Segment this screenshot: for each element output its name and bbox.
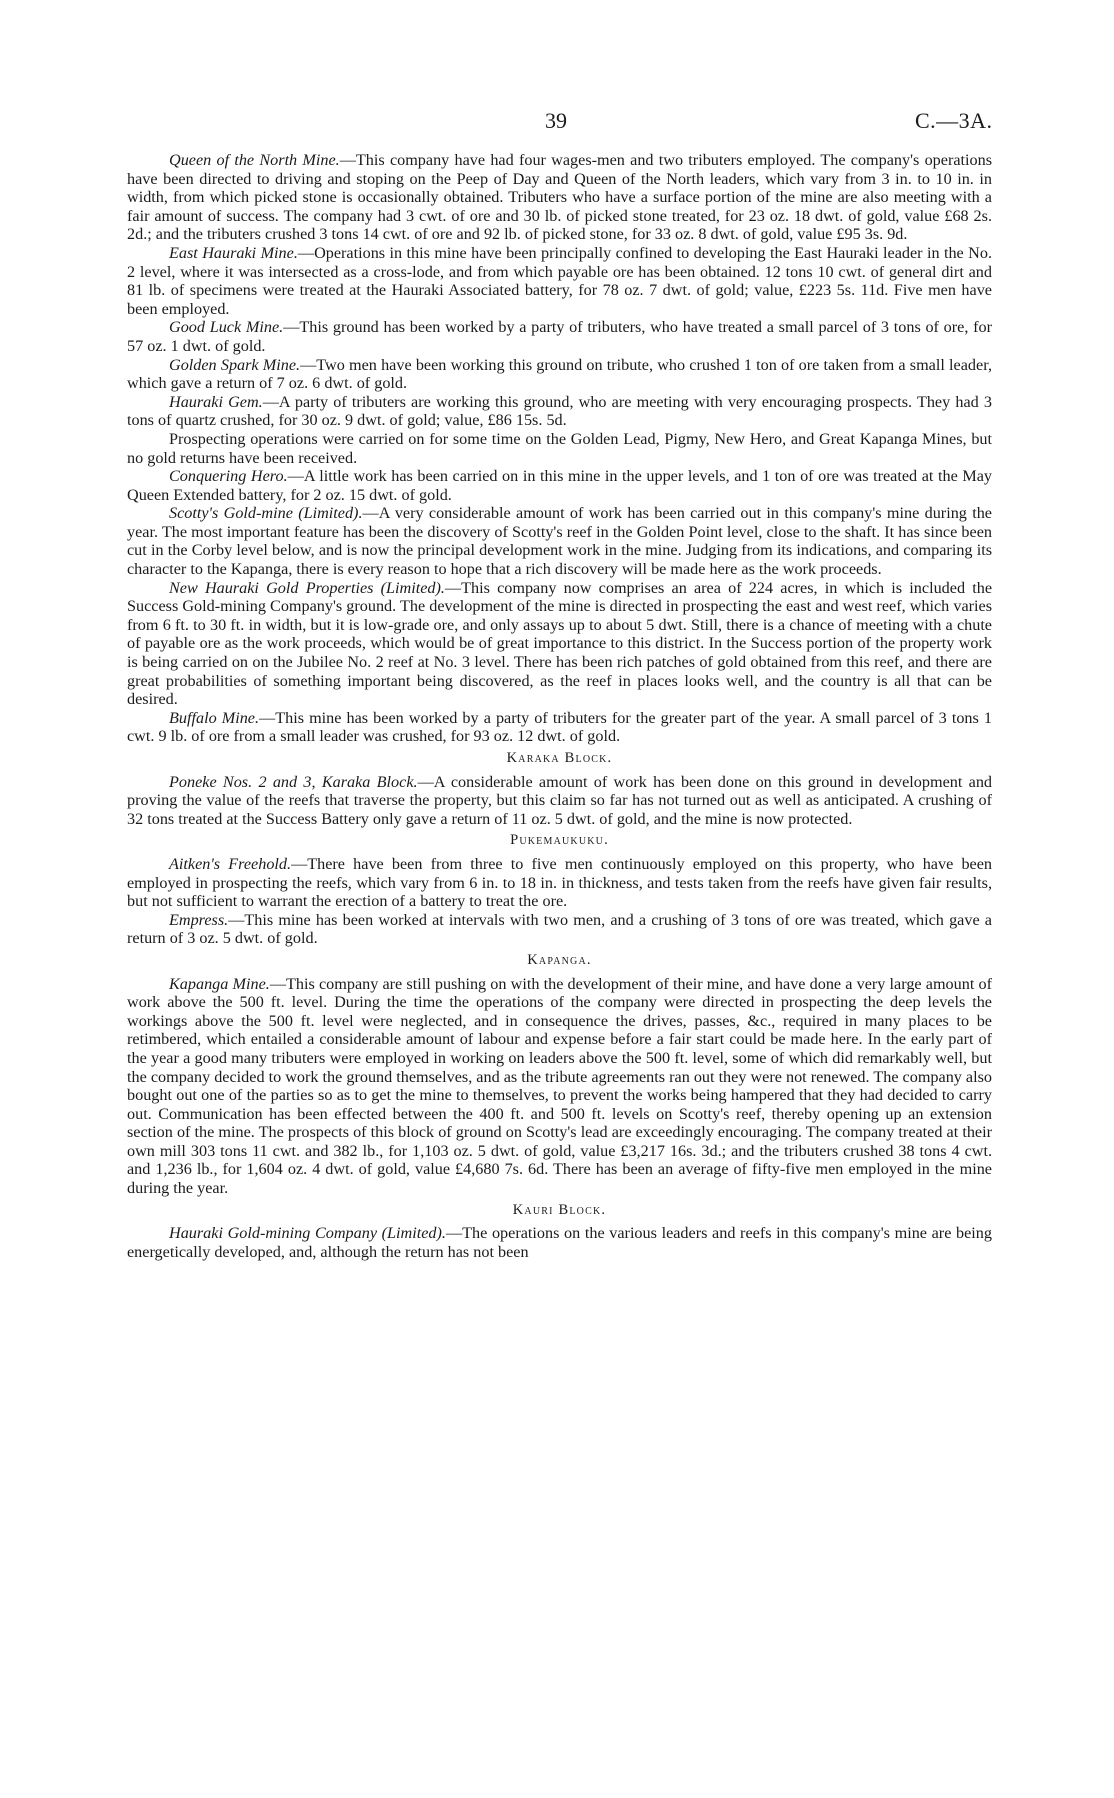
paragraph-title: Hauraki Gold-mining Company (Limited). [169,1224,446,1243]
paragraph-title: Good Luck Mine. [169,318,284,337]
paragraph-title: New Hauraki Gold Properties (Limited). [169,578,445,597]
paragraph-text: —This company have had four wages-men and two tributers employed. The company's operations have been directed to driving and stoping on the Peep of Day and Queen of the North leaders, which vary from 3 in. to 10 in. in width, from which picked stone is occasionally obtained. Tributers who have a surface portion of the mine are also meeting with a fair amount of success. The company had 3 cwt. of ore and 30 lb. of picked stone treated, for 23 oz. 18 dwt. of gold, value £68 2s. 2d.; and the tributers crushed 3 tons 14 cwt. of ore and 92 lb. of picked stone, for 33 oz. 8 dwt. of gold, value £95 3s. 9d. [127,151,993,244]
paragraph-east-hauraki [127,244,992,318]
paragraph-queen-of-the-north [127,151,992,244]
paragraph-title: Golden Spark Mine. [169,355,301,374]
paragraph-prospecting-operations [127,430,992,467]
paragraph-title: Empress. [169,910,229,929]
paragraph-hauraki-gem [127,393,992,430]
paragraph-text: —There have been from three to five men continuously employed on this property, who have been employed in prospecting the reefs, which vary from 6 in. to 18 in. in thickness, and tests taken from the reefs have given fair results, but not sufficient to warrant the erection of a battery to treat the ore. [127,854,992,911]
paragraph-conquering-hero [127,467,992,504]
section-heading-kapanga: Kapanga. [527,951,592,968]
paragraph-title: East Hauraki Mine. [169,243,298,262]
paragraph-text: Prospecting operations were carried on for some time on the Golden Lead, Pigmy, New Hero, and Great Kapanga Mines, but no gold returns have been received. [127,429,992,467]
paragraph-text: —A little work has been carried on in this mine in the upper levels, and 1 ton of ore was treated at the May Queen Extended battery, for 2 oz. 15 dwt. of gold. [127,467,992,504]
section-heading-karaka-block: Karaka Block. [506,750,613,766]
paragraph-title: Queen of the North Mine. [169,151,340,169]
paragraph-scottys-gold-mine [127,504,992,578]
paragraph-text: —This company are still pushing on with the development of their mine, and have done a very large amount of work above the 500 ft. level. During the time the operations of the company were directed in prospecting the deep levels the workings above the 500 ft. level were neglected, and in consequence the drives, passes, &c., required in many places to be retimbered, which entailed a considerable amount of labour and expense before a fair start could be made here. In the early part of the year a good many tributers were employed in working on leaders above the 500 ft. level, some of which did remarkably well, but the company decided to work the ground themselves, and as the tribute agreements ran out they were not renewed. The company also bought out one of the parties so as to get the mine to themselves, to prevent the works being hampered that they had decided to carry out. Communication has been effected between the 400 ft. and 500 ft. levels on Scotty's reef, thereby opening up an extension section of the mine. The prospects of this block of ground on Scotty's lead are exceedingly encouraging. The company treated at their own mill 303 tons 11 cwt. and 382 lb., for 1,103 oz. 5 dwt. of gold, value £3,217 16s. 3d.; and the tributers crushed 38 tons 4 cwt. and 1,236 lb., for 1,604 oz. 4 dwt. of gold, value £4,680 7s. 6d. There has been an average of fifty-five men employed in the mine during the year. [127,974,993,1198]
paragraph-text: —Operations in this mine have been principally confined to developing the East Hauraki leader in the No. 2 level, where it was intersected as a cross-lode, and from which payable ore has been obtained. 12 tons 10 cwt. of general dirt and 81 lb. of specimens were treated at the Hauraki Associated battery, for 78 oz. 7 dwt. of gold; value, £223 5s. 11d. Five men have been employed. [127,243,992,318]
paragraph-text: —A very considerable amount of work has been carried out in this company's mine during the year. The most important feature has been the discovery of Scotty's reef in the Golden Point level, close to the shaft. It has since been cut in the Corby level below, and is now the principal development work in the mine. Judging from its indications, and comparing its character to the Kapanga, there is every reason to hope that a rich discovery will be made here as the work proceeds. [127,504,992,579]
paragraph-buffalo [127,709,992,746]
page-number: 39 [545,108,567,133]
section-heading-kauri-block: Kauri Block. [512,1201,607,1218]
paragraph-text: —A party of tributers are working this ground, who are meeting with very encouraging prospects. They had 3 tons of quartz crushed, for 30 oz. 9 dwt. of gold; value, £86 15s. 5d. [127,392,992,430]
paragraph-new-hauraki [127,579,992,709]
paragraph-poneke [127,773,992,829]
body-text [127,151,992,1261]
paragraph-aitkens-freehold [127,855,992,911]
paragraph-kapanga-mine [127,975,992,1198]
paragraph-golden-spark [127,356,992,393]
paragraph-title: Buffalo Mine. [169,708,260,727]
paragraph-text: —Two men have been working this ground on tribute, who crushed 1 ton of ore taken from a small leader, which gave a return of 7 oz. 6 dwt. of gold. [127,355,992,393]
paragraph-title: Kapanga Mine. [169,974,270,993]
paragraph-title: Aitken's Freehold. [169,854,292,873]
paragraph-empress [127,911,992,948]
paragraph-title: Conquering Hero. [169,467,288,486]
paragraph-text: —This company now comprises an area of 224 acres, in which is included the Success Gold-mining Company's ground. The development of the mine is directed in prospecting the east and west reef, which varies from 6 ft. to 30 ft. in width, but it is low-grade ore, and only assays up to about 5 dwt. Still, there is a chance of meeting with a chute of payable ore as the work proceeds, which would be of great importance to this district. In the Success portion of the property work is being carried on on the Jubilee No. 2 reef at No. 3 level. There has been rich patches of gold obtained from this reef, and there are great probabilities of something important being discovered, as the reef in places looks well, and the country is all that can be desired. [127,578,993,709]
paragraph-good-luck [127,318,992,355]
paragraph-title: Scotty's Gold-mine (Limited). [169,504,363,523]
paragraph-text: —The operations on the various leaders and reefs in this company's mine are being energetically developed, and, although the return has not been [127,1224,992,1261]
paragraph-text: —This ground has been worked by a party of tributers, who have treated a small parcel of 3 tons of ore, for 57 oz. 1 dwt. of gold. [127,318,992,355]
document-reference: C.—3A. [915,108,993,133]
paragraph-title: Poneke Nos. 2 and 3, Karaka Block. [169,772,418,791]
paragraph-text: —A considerable amount of work has been done on this ground in development and proving the value of the reefs that traverse the property, but this claim so far has not turned out as well as anticipated. A crushing of 32 tons treated at the Success Battery only gave a return of 11 oz. 5 dwt. of gold, and the mine is now protected. [127,772,993,828]
paragraph-text: —This mine has been worked at intervals with two men, and a crushing of 3 tons of ore was treated, which gave a return of 3 oz. 5 dwt. of gold. [127,910,992,948]
paragraph-title: Hauraki Gem. [169,392,263,411]
paragraph-text: —This mine has been worked by a party of tributers for the greater part of the year. A small parcel of 3 tons 1 cwt. 9 lb. of ore from a small leader was crushed, for 93 oz. 12 dwt. of gold. [127,708,992,746]
paragraph-hauraki-gold-mining [127,1224,992,1261]
section-heading-pukemaukuku: Pukemaukuku. [510,832,609,849]
page-header [0,108,1114,138]
